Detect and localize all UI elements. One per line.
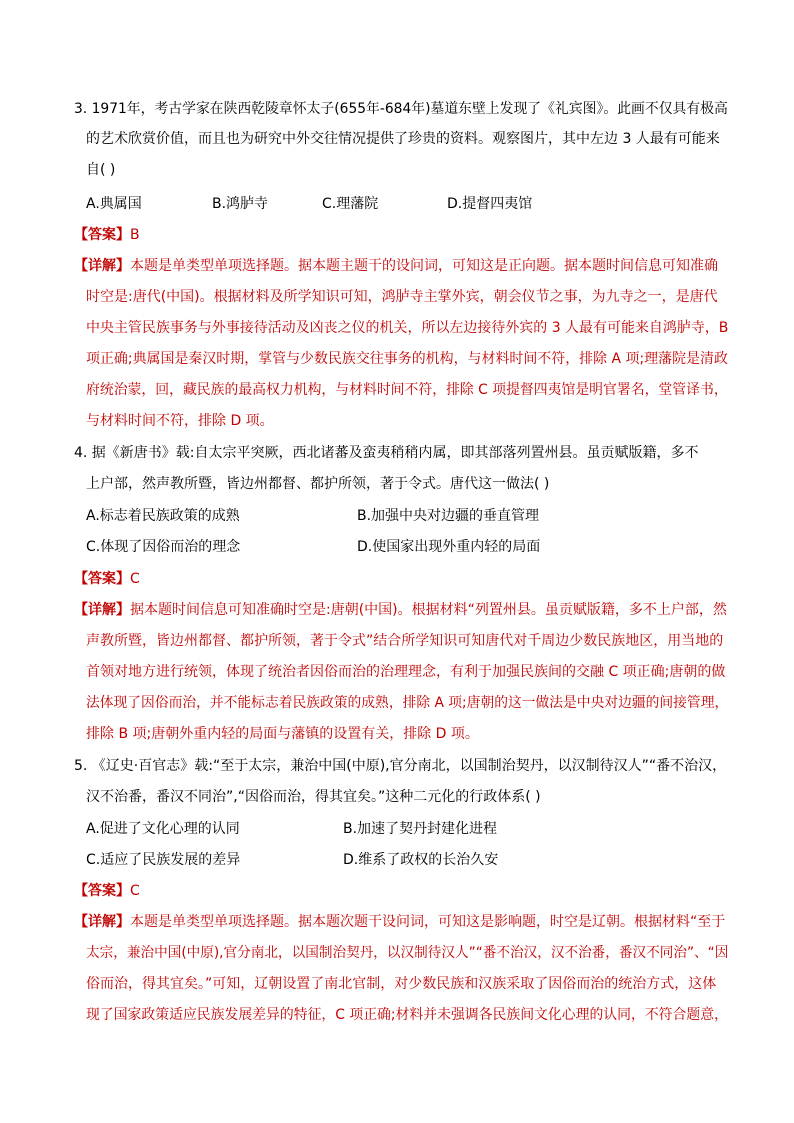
analysis-line: 首领对地方进行统领，体现了统治者因俗而治的治理理念，有利于加强民族间的交融 C 项正确;唐朝的做: [86, 664, 726, 680]
analysis-line: 据本题时间信息可知准确时空是:唐朝(中国)。根据材料“列置州县。虽贡赋版籍，多不上户部，然: [130, 602, 727, 618]
analysis-line: 时空是:唐代(中国)。根据材料及所学知识可知，鸿胪寺主掌外宾，朝会仪节之事，为九寺之一，是唐代: [86, 289, 718, 305]
question-stem-line: 5. 《辽史·百官志》载:“至于太宗，兼治中国(中原),官分南北，以国制治契丹，以汉制待汉人”“番不治汉，: [74, 758, 727, 774]
question-stem-line: 上户部，然声教所暨，皆边州都督、都护所领，著于令式。唐代这一做法( ): [86, 476, 550, 492]
answer-value: B: [130, 227, 140, 243]
analysis-tag: 【详解】: [74, 602, 130, 618]
analysis-line: 中央主管民族事务与外事接待活动及凶丧之仪的机关，所以左边接待外宾的 3 人最有可能来自鸿胪寺，B: [86, 320, 729, 336]
question-stem-line: 4. 据《新唐书》载:自太宗平突厥，西北诸蕃及蛮夷稍稍内属，即其部落列置州县。虽贡赋版籍，多不: [74, 445, 699, 461]
option-a: A.典属国: [86, 196, 142, 212]
question-stem-line: 3. 1971年，考古学家在陕西乾陵章怀太子(655年-684年)墓道东壁上发现了《礼宾图》。此画不仅具有极高: [74, 101, 728, 117]
option-b: B.加强中央对边疆的垂直管理: [357, 508, 540, 524]
analysis-row: [74, 600, 727, 620]
analysis-line: 太宗，兼治中国(中原),官分南北，以国制治契丹，以汉制待汉人”“番不治汉，汉不治番，番汉不同治”、“因: [86, 945, 729, 961]
analysis-tag: 【详解】: [74, 258, 130, 274]
option-a: A.标志着民族政策的成熟: [86, 508, 240, 524]
option-c: C.适应了民族发展的差异: [86, 852, 241, 868]
option-a: A.促进了文化心理的认同: [86, 821, 240, 837]
analysis-line: 排除 B 项;唐朝外重内轻的局面与藩镇的设置有关，排除 D 项。: [86, 726, 479, 742]
analysis-line: 现了国家政策适应民族发展差异的特征，C 项正确;材料并未强调各民族间文化心理的认同，不符合题意，: [86, 1007, 728, 1023]
answer-row: [74, 569, 140, 589]
question-stem-line: 自( ): [86, 162, 116, 178]
answer-tag: 【答案】: [74, 571, 130, 587]
answer-value: C: [130, 883, 140, 899]
option-c: C.体现了因俗而治的理念: [86, 539, 241, 555]
answer-value: C: [130, 571, 140, 587]
analysis-line: 与材料时间不符，排除 D 项。: [86, 413, 274, 429]
answer-tag: 【答案】: [74, 883, 130, 899]
analysis-line: 府统治蒙，回，藏民族的最高权力机构，与材料时间不符，排除 C 项提督四夷馆是明官署名，堂管译书，: [86, 382, 728, 398]
analysis-row: [74, 256, 718, 276]
answer-tag: 【答案】: [74, 227, 130, 243]
question-stem-line: 的艺术欣赏价值，而且也为研究中外交往情况提供了珍贵的资料。观察图片，其中左边 3 人最有可能来: [86, 131, 720, 147]
option-b: B.鸿胪寺: [212, 196, 269, 212]
analysis-line: 声教所暨，皆边州都督、都护所领，著于令式”结合所学知识可知唐代对千周边少数民族地区，用当地的: [86, 633, 724, 649]
option-d: D.维系了政权的长治久安: [343, 852, 499, 868]
answer-row: [74, 881, 140, 901]
analysis-line: 本题是单类型单项选择题。据本题主题干的设问词，可知这是正向题。据本题时间信息可知准确: [130, 258, 718, 274]
option-d: D.提督四夷馆: [447, 196, 533, 212]
answer-row: [74, 225, 140, 245]
option-b: B.加速了契丹封建化进程: [343, 821, 498, 837]
option-d: D.使国家出现外重内轻的局面: [357, 539, 541, 555]
analysis-line: 法体现了因俗而治，并不能标志着民族政策的成熟，排除 A 项;唐朝的这一做法是中央对边疆的间接管理，: [86, 695, 729, 711]
analysis-line: 本题是单类型单项选择题。据本题次题干设问词，可知这是影响题，时空是辽朝。根据材料“至于: [130, 914, 726, 930]
analysis-row: [74, 912, 725, 932]
question-stem-line: 汉不治番，番汉不同治”,“因俗而治，得其宜矣。”这种二元化的行政体系( ): [86, 789, 541, 805]
analysis-line: 项正确;典属国是秦汉时期，掌管与少数民族交往事务的机构，与材料时间不符，排除 A 项;理藩院是清政: [86, 351, 728, 367]
analysis-tag: 【详解】: [74, 914, 130, 930]
analysis-line: 俗而治，得其宜矣。”可知，辽朝设置了南北官制，对少数民族和汉族采取了因俗而治的统治方式，这体: [86, 976, 717, 992]
option-c: C.理藩院: [322, 196, 379, 212]
